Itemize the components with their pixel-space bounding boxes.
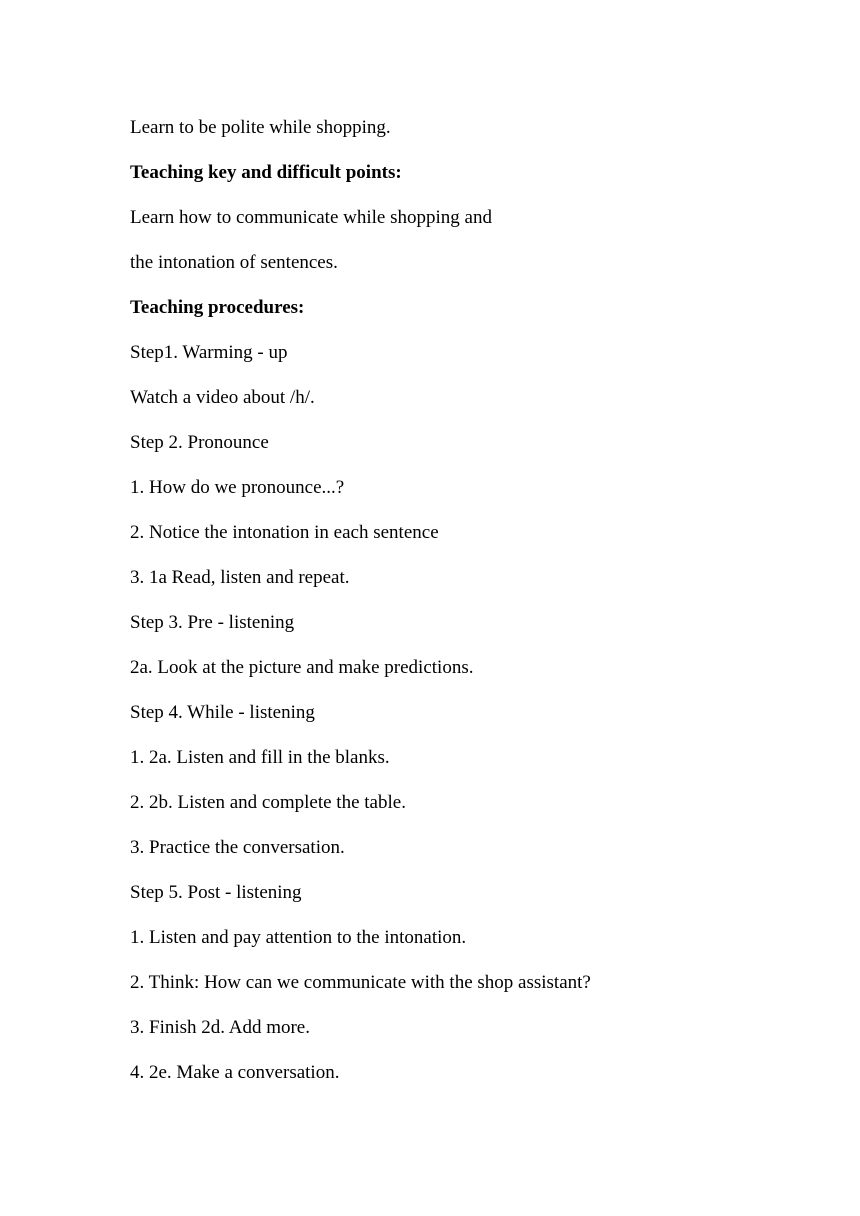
objective-line: Learn to be polite while shopping.	[130, 117, 391, 138]
step-2-item-3: 3. 1a Read, listen and repeat.	[130, 567, 350, 588]
step-5-heading: Step 5. Post - listening	[130, 882, 302, 903]
step-3-item: 2a. Look at the picture and make predictions.	[130, 657, 474, 678]
key-points-line-2: the intonation of sentences.	[130, 252, 338, 273]
step-5-item-4: 4. 2e. Make a conversation.	[130, 1062, 340, 1083]
step-5-item-3: 3. Finish 2d. Add more.	[130, 1017, 310, 1038]
procedures-heading: Teaching procedures:	[130, 297, 305, 318]
step-2-item-1: 1. How do we pronounce...?	[130, 477, 345, 498]
key-points-heading: Teaching key and difficult points:	[130, 162, 402, 183]
document-body	[130, 115, 770, 1105]
step-5-item-2: 2. Think: How can we communicate with the shop assistant?	[130, 972, 591, 993]
step-1-item: Watch a video about /h/.	[130, 387, 315, 408]
step-3-heading: Step 3. Pre - listening	[130, 612, 295, 633]
key-points-line-1: Learn how to communicate while shopping and	[130, 207, 492, 228]
step-4-item-2: 2. 2b. Listen and complete the table.	[130, 792, 406, 813]
step-2-heading: Step 2. Pronounce	[130, 432, 269, 453]
step-2-item-2: 2. Notice the intonation in each sentence	[130, 522, 439, 543]
step-4-item-3: 3. Practice the conversation.	[130, 837, 345, 858]
step-5-item-1: 1. Listen and pay attention to the intonation.	[130, 927, 467, 948]
step-4-item-1: 1. 2a. Listen and fill in the blanks.	[130, 747, 390, 768]
step-4-heading: Step 4. While - listening	[130, 702, 315, 723]
step-1-heading: Step1. Warming - up	[130, 342, 288, 363]
